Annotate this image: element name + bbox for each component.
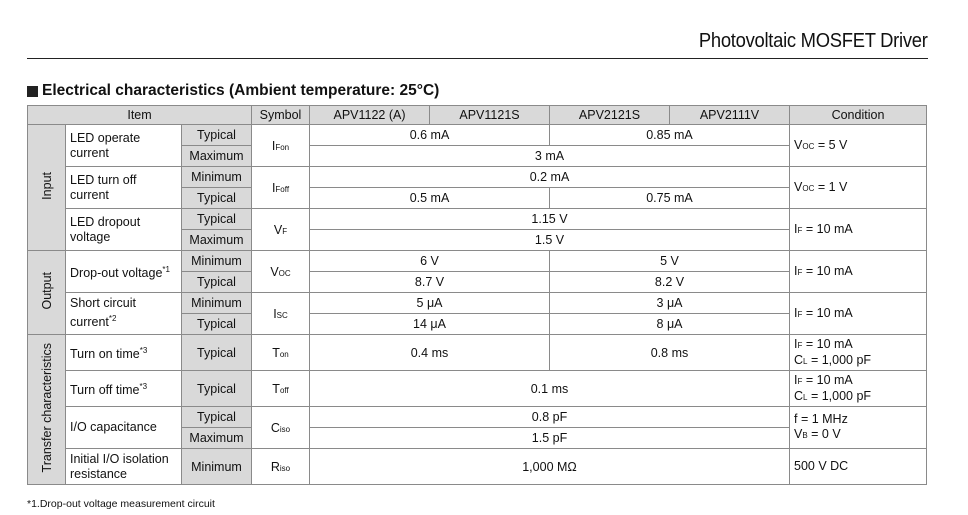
subitem-typical: Typical bbox=[182, 188, 252, 209]
symbol-voc: VOC bbox=[252, 251, 310, 293]
header-rule bbox=[27, 58, 928, 59]
value-cell: 3 μA bbox=[550, 293, 790, 314]
value-cell: 0.5 mA bbox=[310, 188, 550, 209]
value-cell: 0.6 mA bbox=[310, 125, 550, 146]
symbol-toff: Toff bbox=[252, 371, 310, 407]
condition-cell: IF = 10 mA bbox=[790, 251, 927, 293]
subitem-maximum: Maximum bbox=[182, 428, 252, 449]
header-item: Item bbox=[28, 106, 252, 125]
item-io-capacitance: I/O capacitance bbox=[66, 407, 182, 449]
bullet-square-icon bbox=[27, 86, 38, 97]
document-header-title: Photovoltaic MOSFET Driver bbox=[699, 30, 928, 52]
item-led-operate-current: LED operate current bbox=[66, 125, 182, 167]
header-apv2111v: APV2111V bbox=[670, 106, 790, 125]
header-symbol: Symbol bbox=[252, 106, 310, 125]
table-row bbox=[28, 335, 927, 371]
table-header-row bbox=[28, 106, 927, 125]
value-cell: 8.2 V bbox=[550, 272, 790, 293]
item-initial-io-isolation-resistance: Initial I/O isolation resistance bbox=[66, 449, 182, 485]
item-turn-on-time: Turn on time$^{*3}$ bbox=[66, 335, 182, 371]
item-led-turn-off-current: LED turn off current bbox=[66, 167, 182, 209]
footnote: *1.Drop-out voltage measurement circuit bbox=[27, 498, 215, 510]
table-row bbox=[28, 251, 927, 272]
value-cell: 6 V bbox=[310, 251, 550, 272]
value-cell: 1.5 V bbox=[310, 230, 790, 251]
symbol-ton: Ton bbox=[252, 335, 310, 371]
value-cell: 8 μA bbox=[550, 314, 790, 335]
table-row bbox=[28, 449, 927, 485]
value-cell: 3 mA bbox=[310, 146, 790, 167]
condition-cell: IF = 10 mA CL = 1,000 pF bbox=[790, 371, 927, 407]
group-output: Output bbox=[28, 251, 66, 335]
value-cell: 8.7 V bbox=[310, 272, 550, 293]
subitem-minimum: Minimum bbox=[182, 167, 252, 188]
electrical-characteristics-table bbox=[27, 105, 927, 485]
header-apv2121s: APV2121S bbox=[550, 106, 670, 125]
subitem-minimum: Minimum bbox=[182, 293, 252, 314]
condition-cell: VOC = 5 V bbox=[790, 125, 927, 167]
subitem-typical: Typical bbox=[182, 314, 252, 335]
subitem-typical: Typical bbox=[182, 125, 252, 146]
table-row bbox=[28, 167, 927, 188]
value-cell: 0.85 mA bbox=[550, 125, 790, 146]
table-row bbox=[28, 293, 927, 314]
condition-cell: IF = 10 mA bbox=[790, 209, 927, 251]
value-cell: 1.15 V bbox=[310, 209, 790, 230]
condition-cell: f = 1 MHz VB = 0 V bbox=[790, 407, 927, 449]
symbol-riso: Riso bbox=[252, 449, 310, 485]
value-cell: 0.4 ms bbox=[310, 335, 550, 371]
table-row bbox=[28, 125, 927, 146]
header-condition: Condition bbox=[790, 106, 927, 125]
condition-cell: IF = 10 mA CL = 1,000 pF bbox=[790, 335, 927, 371]
item-short-circuit-current: Short circuit current$^{*2}$ bbox=[66, 293, 182, 335]
symbol-ciso: Ciso bbox=[252, 407, 310, 449]
condition-cell: VOC = 1 V bbox=[790, 167, 927, 209]
symbol-vf: VF bbox=[252, 209, 310, 251]
value-cell: 0.8 ms bbox=[550, 335, 790, 371]
section-title-text: Electrical characteristics (Ambient temperature: 25°C) bbox=[42, 82, 440, 99]
value-cell: 0.1 ms bbox=[310, 371, 790, 407]
subitem-maximum: Maximum bbox=[182, 146, 252, 167]
condition-cell: 500 V DC bbox=[790, 449, 927, 485]
subitem-typical: Typical bbox=[182, 371, 252, 407]
value-cell: 1,000 MΩ bbox=[310, 449, 790, 485]
group-input: Input bbox=[28, 125, 66, 251]
value-cell: 14 μA bbox=[310, 314, 550, 335]
item-turn-off-time: Turn off time$^{*3}$ bbox=[66, 371, 182, 407]
symbol-isc: ISC bbox=[252, 293, 310, 335]
condition-cell: IF = 10 mA bbox=[790, 293, 927, 335]
subitem-typical: Typical bbox=[182, 272, 252, 293]
symbol-ifoff: IFoff bbox=[252, 167, 310, 209]
subitem-maximum: Maximum bbox=[182, 230, 252, 251]
subitem-typical: Typical bbox=[182, 209, 252, 230]
value-cell: 0.8 pF bbox=[310, 407, 790, 428]
subitem-typical: Typical bbox=[182, 407, 252, 428]
section-title bbox=[27, 82, 439, 100]
subitem-minimum: Minimum bbox=[182, 251, 252, 272]
header-apv1122a: APV1122 (A) bbox=[310, 106, 430, 125]
symbol-ifon: IFon bbox=[252, 125, 310, 167]
subitem-minimum: Minimum bbox=[182, 449, 252, 485]
header-apv1121s: APV1121S bbox=[430, 106, 550, 125]
value-cell: 5 V bbox=[550, 251, 790, 272]
value-cell: 5 μA bbox=[310, 293, 550, 314]
value-cell: 0.75 mA bbox=[550, 188, 790, 209]
value-cell: 1.5 pF bbox=[310, 428, 790, 449]
table-row bbox=[28, 209, 927, 230]
item-led-dropout-voltage: LED dropout voltage bbox=[66, 209, 182, 251]
subitem-typical: Typical bbox=[182, 335, 252, 371]
table-row bbox=[28, 371, 927, 407]
value-cell: 0.2 mA bbox=[310, 167, 790, 188]
group-transfer-characteristics: Transfer characteristics bbox=[28, 335, 66, 485]
table-row bbox=[28, 407, 927, 428]
item-drop-out-voltage: Drop-out voltage$^{*1}$ bbox=[66, 251, 182, 293]
